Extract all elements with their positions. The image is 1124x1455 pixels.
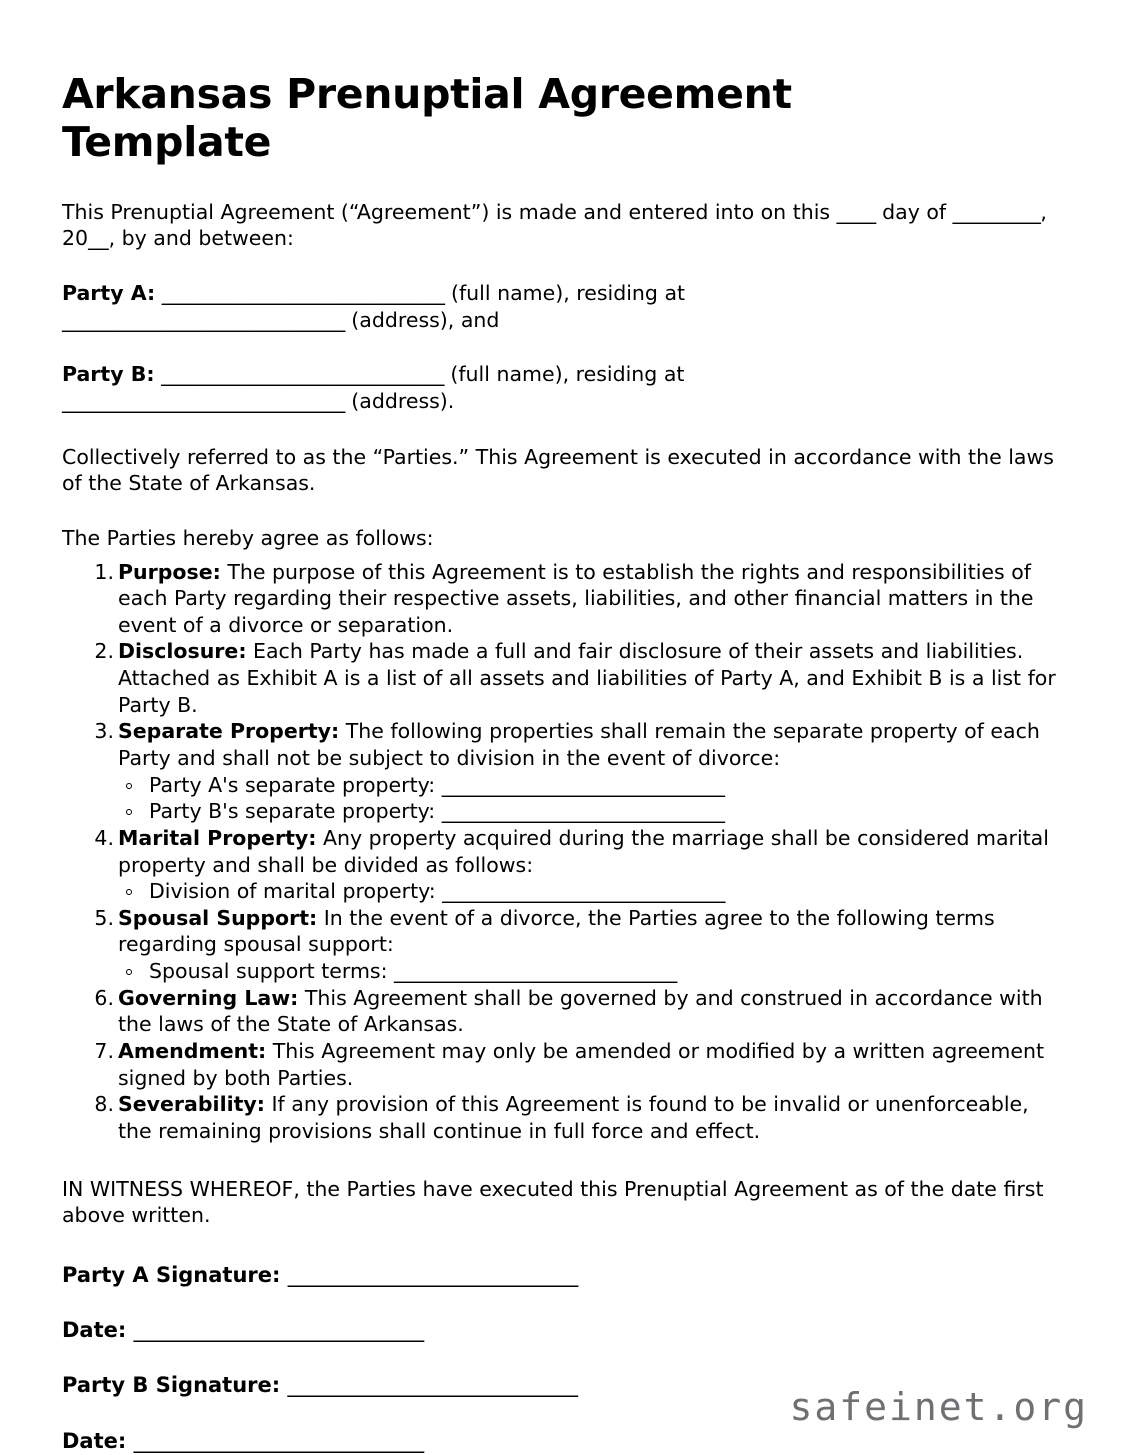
clause-item [62, 638, 1062, 718]
agree-intro-paragraph: The Parties hereby agree as follows: [62, 525, 434, 550]
party-a-paragraph [62, 280, 852, 333]
clause-heading: Marital Property: [118, 825, 317, 850]
signature-line [62, 1262, 1062, 1289]
clause-body: The following properties shall remain the separate property of each Party and shall not be subject to division in the event of divorce: [118, 719, 1040, 770]
clause-subitem [118, 798, 1062, 825]
party-b-paragraph [62, 361, 852, 414]
intro-paragraph [62, 199, 1062, 252]
clause-body: In the event of a divorce, the Parties agree to the following terms regarding spousal support: [118, 905, 995, 957]
party-a-text-1: (full name), residing at [444, 281, 686, 306]
party-b-text-1: (full name), residing at [443, 362, 685, 387]
clause-body: This Agreement may only be amended or modified by a written agreement signed by both Parties. [118, 1039, 1045, 1090]
clause-heading: Purpose: [118, 559, 221, 584]
subitem-label: Party B's separate property: [149, 799, 442, 824]
clause-item [62, 825, 1062, 905]
clause-item [62, 905, 1062, 985]
party-b-address-blank: _____________________________ [62, 388, 345, 413]
subitem-label: Spousal support terms: [149, 959, 395, 984]
intro-day-blank: ____ [836, 199, 876, 224]
signature-fill-blank[interactable]: _____________________________ [287, 1262, 578, 1287]
clause-heading: Separate Property: [118, 719, 340, 744]
party-a-block [62, 280, 1062, 333]
clause-body: Each Party has made a full and fair disclosure of their assets and liabilities. Attached as Exhibit A is a list of all assets and liabilities of Party A, and Exhibit B is a list for Party B. [118, 639, 1056, 717]
signature-line [62, 1428, 1062, 1455]
clause-heading: Severability: [118, 1092, 265, 1117]
clause-subitem [118, 958, 1062, 985]
subitem-label: Division of marital property: [149, 879, 443, 904]
subitem-label: Party A's separate property: [149, 772, 442, 797]
clause-heading: Amendment: [118, 1039, 267, 1064]
party-a-name-blank: _____________________________ [161, 281, 445, 306]
subitem-fill-blank[interactable]: _____________________________ [441, 772, 725, 797]
clause-heading: Governing Law: [118, 985, 299, 1010]
clause-body: The purpose of this Agreement is to establish the rights and responsibilities of each Party regarding their respective assets, liabilities, and other financial matters in the event of a divorce or separation. [118, 559, 1034, 637]
clause-list [62, 559, 1062, 1145]
subitem-fill-blank[interactable]: _____________________________ [394, 959, 677, 984]
clause-subitem-list [118, 958, 1062, 985]
watermark: safeinet.org [789, 1385, 1088, 1429]
intro-text-3: , 20__, by and between: [62, 199, 1047, 251]
signature-label: Date: [62, 1428, 134, 1453]
intro-month-blank: _________ [952, 199, 1041, 224]
signature-label: Party A Signature: [62, 1262, 288, 1287]
clause-item [62, 718, 1062, 825]
clause-body: This Agreement shall be governed by and construed in accordance with the laws of the State of Arkansas. [118, 985, 1043, 1037]
clause-subitem [118, 878, 1062, 905]
party-b-label: Party B: [62, 362, 155, 387]
clause-item [62, 1038, 1062, 1091]
clause-body: If any provision of this Agreement is found to be invalid or unenforceable, the remaining provisions shall continue in full force and effect. [118, 1092, 1029, 1143]
subitem-fill-blank[interactable]: _____________________________ [442, 879, 725, 904]
intro-text-2: day of [875, 199, 953, 224]
party-b-block [62, 361, 1062, 414]
witness-paragraph: IN WITNESS WHEREOF, the Parties have executed this Prenuptial Agreement as of the date first above written. [62, 1176, 1044, 1228]
clause-item [62, 559, 1062, 639]
clause-heading: Disclosure: [118, 639, 247, 664]
clause-subitem-list [118, 772, 1062, 825]
intro-text-1: This Prenuptial Agreement (“Agreement”) is made and entered into on this [62, 199, 837, 224]
clause-item [62, 985, 1062, 1038]
page-title: Arkansas Prenuptial Agreement Template [62, 70, 792, 167]
collective-paragraph: Collectively referred to as the “Parties.” This Agreement is executed in accordance with the laws of the State of Arkansas. [62, 444, 1054, 496]
party-a-label: Party A: [62, 281, 156, 306]
subitem-fill-blank[interactable]: _____________________________ [441, 799, 725, 824]
signature-fill-blank[interactable]: _____________________________ [133, 1318, 424, 1343]
clause-item [62, 1091, 1062, 1144]
signature-line [62, 1317, 1062, 1344]
clause-subitem [118, 772, 1062, 799]
signature-label: Date: [62, 1318, 134, 1343]
signature-fill-blank[interactable]: _____________________________ [287, 1373, 578, 1398]
party-b-name-blank: _____________________________ [161, 362, 444, 387]
clause-heading: Spousal Support: [118, 905, 318, 930]
party-a-text-2: (address), and [344, 307, 500, 332]
clause-subitem-list [118, 878, 1062, 905]
signature-label: Party B Signature: [62, 1373, 288, 1398]
party-b-text-2: (address). [344, 388, 455, 413]
clause-body: Any property acquired during the marriage shall be considered marital property and shall be divided as follows: [118, 825, 1049, 877]
party-a-address-blank: _____________________________ [62, 307, 345, 332]
signature-fill-blank[interactable]: _____________________________ [133, 1428, 424, 1453]
